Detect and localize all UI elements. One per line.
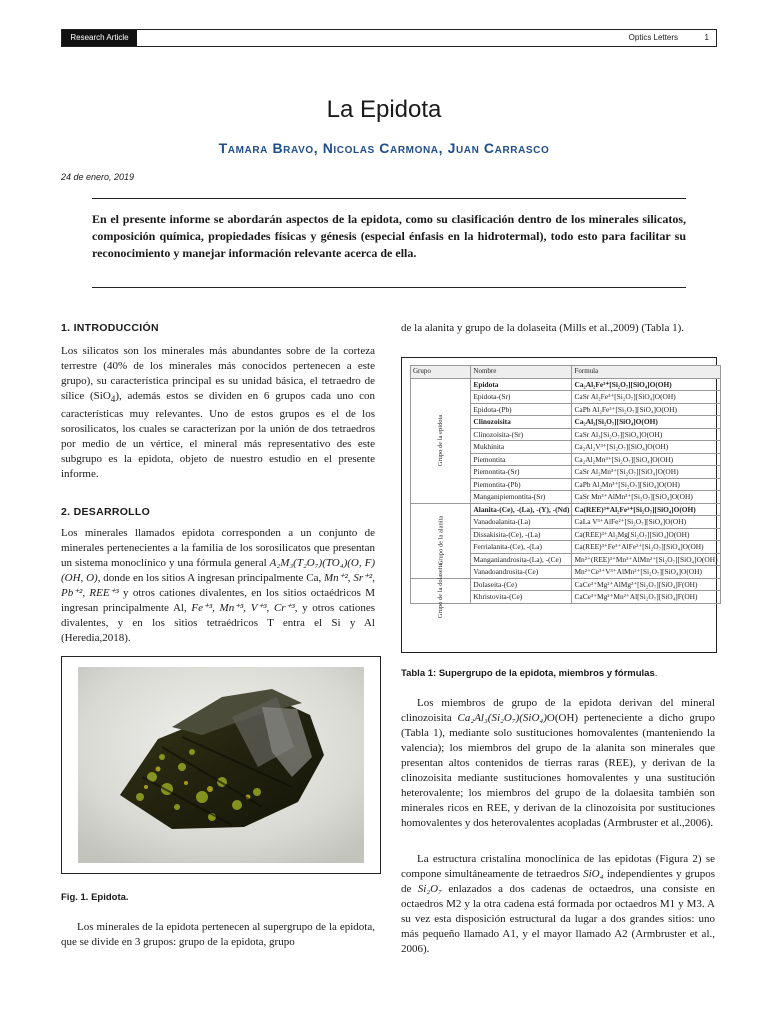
table-cell-nombre: Manganipiemontita-(Sr) bbox=[471, 491, 572, 504]
table-cell-nombre: Manganiandrosita-(La), -(Ce) bbox=[471, 553, 572, 566]
section-heading-intro: 1. INTRODUCCIÓN bbox=[61, 322, 159, 334]
figure-caption-text: Epidota. bbox=[91, 892, 129, 903]
table-cell-formula: Mn²⁺(REE)³⁺Mn³⁺AlMn²⁺[Si₂O₇][SiO₄]O(OH) bbox=[572, 553, 720, 566]
minerals-table bbox=[410, 365, 721, 619]
intro-text-b: ), además estos se dividen en 6 grupos cada uno con características muy relevantes. Uno de estos grupos es el de los sorosilicatos, los cuales se caracterizan por la unión de dos tetraedros por medio de un vértice, el mineral más representativo des este subgrupo es la epidota, objeto de nuestro estudio en el presente informe. bbox=[61, 390, 375, 481]
table-caption-text: Tabla 1: Supergrupo de la epidota, miembros y fórmulas bbox=[401, 668, 655, 679]
table-1 bbox=[401, 357, 717, 653]
right-p2-text-a: La estructura cristalina monoclínica de las epidotas (Figura 2) se compone simultáneamente de tetraedros bbox=[401, 853, 715, 880]
clinozoisite-formula: Ca₂Al₃(Si₂O₇)(SiO₄) bbox=[457, 712, 547, 724]
table-cell-nombre: Piemontita-(Sr) bbox=[471, 466, 572, 479]
right-paragraph-2 bbox=[401, 852, 715, 957]
right-p1-text-b: O(OH) perteneciente a dicho grupo (Tabla 1), mediante solo sustituciones homovalentes (manteniendo la valencia); los miembros del grupo de la alanita son minerales que presentan altos contenidos de tierras raras (REE), y derivan de la clinozoisita mediante sustituciones homovalentes y una sustitución heterovalente; los miembros del grupo de la dolaesita también son minerales ricos en REE, y derivan de la clinozoisita por sustituciones homovalentes y dos heterovalentes acopladas (Armbruster et al.,2006). bbox=[401, 712, 715, 829]
table-cell-formula: CaLa V³⁺AlFe²⁺[Si₂O₇][SiO₄]O(OH) bbox=[572, 516, 720, 529]
table-cell-nombre: Clinozoisita bbox=[471, 416, 572, 429]
journal-name: Optics Letters bbox=[628, 33, 678, 42]
table-header-grupo: Grupo bbox=[411, 366, 471, 379]
dev-text-a: Los minerales llamados epidota corresponden a un conjunto de minerales pertenecientes a la familia de los sorosilicatos que presentan un sistema monoclínico y una fórmula general bbox=[61, 527, 375, 569]
table-cell-formula: CaSr Al₂Fe³⁺[Si₂O₇][SiO₄]O(OH) bbox=[572, 391, 720, 404]
figure-1 bbox=[61, 656, 381, 874]
table-group-label-text: Grupo de la alanita bbox=[437, 515, 445, 566]
left-bottom-paragraph bbox=[61, 920, 375, 950]
table-caption-end: . bbox=[654, 668, 658, 679]
table-cell-nombre: Clinozoisita-(Sr) bbox=[471, 428, 572, 441]
right-p2-text-c: enlazados a dos cadenas de octaedros, una consiste en octaedros M2 y la otra cadena está formada por octaedros M1 y M3. A su vez esta disposición estructural da lugar a dos grandes sitios: uno más pequeño llamado A1, y el mayor llamado A2 (Armbruster et al., 2006). bbox=[401, 883, 715, 955]
intro-text-sub: 4 bbox=[110, 394, 116, 405]
table-header-nombre: Nombre bbox=[471, 366, 572, 379]
dev-text-d: , y otros cationes divalentes, y en los sitios tetraédricos T entra el Si y Al (Heredia,2018). bbox=[61, 602, 375, 644]
table-row bbox=[411, 578, 721, 591]
table-cell-formula: Mn²⁺Ce³⁺V³⁺AlMn²⁺[Si₂O₇][SiO₄]O(OH) bbox=[572, 566, 720, 579]
left-bottom-text: Los minerales de la epidota pertenecen al supergrupo de la epidota, que se divide en 3 grupos: grupo de la epidota, grupo bbox=[61, 921, 375, 948]
right-top-paragraph: de la alanita y grupo de la dolaseita (Mills et al.,2009) (Tabla 1). bbox=[401, 322, 684, 334]
table-cell-formula: CaPb Al₂Mn³⁺[Si₂O₇][SiO₄]O(OH) bbox=[572, 478, 720, 491]
right-p1-text-a: Los miembros de grupo de la epidota derivan del mineral clinozoisita bbox=[401, 697, 715, 724]
epidote-photo bbox=[62, 657, 380, 873]
table-cell-nombre: Piemontita bbox=[471, 453, 572, 466]
sio4-formula: SiO₄ bbox=[583, 868, 604, 880]
right-paragraph-1 bbox=[401, 696, 715, 831]
table-cell-formula: CaCe³⁺Mg²⁺Mn²⁺Al[Si₂O₇][SiO₄]F(OH) bbox=[572, 591, 720, 604]
publication-date: 24 de enero, 2019 bbox=[61, 172, 135, 182]
table-cell-nombre: Vanadoandrosita-(Ce) bbox=[471, 566, 572, 579]
table-cell-nombre: Ferrialanita-(Ce), -(La) bbox=[471, 541, 572, 554]
table-cell-nombre: Epidota-(Pb) bbox=[471, 403, 572, 416]
table-row bbox=[411, 503, 721, 516]
table-cell-formula: CaSr Al₃[Si₂O₇][SiO₄]O(OH) bbox=[572, 428, 720, 441]
table-row bbox=[411, 378, 721, 391]
table-cell-nombre: Mukhinita bbox=[471, 441, 572, 454]
table-cell-formula: Ca₂Al₂V³⁺[Si₂O₇][SiO₄]O(OH) bbox=[572, 441, 720, 454]
intro-paragraph bbox=[61, 344, 375, 482]
page-number: 1 bbox=[704, 33, 709, 42]
table-cell-formula: Ca(REE)³⁺Fe³⁺AlFe²⁺[Si₂O₇][SiO₄]O(OH) bbox=[572, 541, 720, 554]
table-cell-formula: CaSr Al₂Mn³⁺[Si₂O₇][SiO₄]O(OH) bbox=[572, 466, 720, 479]
figure-label: Fig. 1. bbox=[61, 892, 89, 903]
table-cell-nombre: Epidota bbox=[471, 378, 572, 391]
abstract-bottom-rule bbox=[92, 287, 686, 288]
table-cell-formula: Ca(REE)³⁺Al₂Mg[Si₂O₇][SiO₄]O(OH) bbox=[572, 528, 720, 541]
table-cell-nombre: Dolaseita-(Ce) bbox=[471, 578, 572, 591]
paper-title: La Epidota bbox=[326, 96, 442, 123]
table-cell-nombre: Khristovita-(Ce) bbox=[471, 591, 572, 604]
table-header-row bbox=[411, 366, 721, 379]
journal-header bbox=[61, 29, 717, 47]
table-group-label bbox=[411, 562, 471, 619]
a-site-ions: Mn⁺², Sr⁺², Pb⁺², REE⁺³ bbox=[61, 572, 375, 599]
authors: Tamara Bravo, Nicolas Carmona, Juan Carrasco bbox=[218, 140, 550, 156]
intro-text-a: Los silicatos son los minerales más abundantes sobre de la corteza terrestre (40% de los minerales más conocidos pertenecen a este grupo), su característica principal es su unidad básica, el tetraedro de sílice (SiO bbox=[61, 345, 375, 402]
table-cell-formula: CaPb Al₂Fe³⁺[Si₂O₇][SiO₄]O(OH) bbox=[572, 403, 720, 416]
table-group-label-text: Grupo de la epidota bbox=[437, 414, 445, 467]
section-heading-desarrollo: 2. DESARROLLO bbox=[61, 506, 151, 518]
right-p2-text-b: independientes y grupos de bbox=[401, 868, 715, 895]
abstract: En el presente informe se abordarán aspectos de la epidota, como su clasificación dentro de los minerales silicatos, composición química, propiedades físicas y génesis (especial énfasis en la hidrotermal), todo esto para facilitar su reconocimiento y manejar información relevante acerca de ella. bbox=[92, 212, 686, 260]
table-cell-nombre: Dissakisita-(Ce), -(La) bbox=[471, 528, 572, 541]
table-cell-formula: CaCe³⁺Mg²⁺AlMg²⁺[Si₂O₇][SiO₄]F(OH) bbox=[572, 578, 720, 591]
table-cell-formula: Ca₂Al₂Mn³⁺[Si₂O₇][SiO₄]O(OH) bbox=[572, 453, 720, 466]
table-group-label bbox=[411, 378, 471, 503]
desarrollo-paragraph bbox=[61, 526, 375, 646]
table-cell-formula: Ca(REE)³⁺Al₂Fe²⁺[Si₂O₇][SiO₄]O(OH) bbox=[572, 503, 720, 516]
table-cell-formula: Ca₂Al₃[Si₂O₇][SiO₄]O(OH) bbox=[572, 416, 720, 429]
m-site-ions: Fe⁺³, Mn⁺³, V⁺³, Cr⁺³ bbox=[191, 602, 295, 614]
si2o7-formula: Si₂O₇ bbox=[417, 883, 442, 895]
table-cell-nombre: Alanita-(Ce), -(La), -(Y), -(Nd) bbox=[471, 503, 572, 516]
abstract-top-rule bbox=[92, 198, 686, 199]
table-cell-nombre: Vanadoalanita-(La) bbox=[471, 516, 572, 529]
table-caption bbox=[401, 668, 715, 679]
dev-text-c: y otros cationes divalentes, en los sitios octaédricos M ingresan principalmente Al, bbox=[61, 587, 375, 614]
table-group-label-text: Grupo de la dolaseita bbox=[437, 562, 445, 619]
table-cell-formula: CaSr Mn³⁺AlMn³⁺[Si₂O₇][SiO₄]O(OH) bbox=[572, 491, 720, 504]
dev-text-b: , donde en los sitios A ingresan principalmente Ca, bbox=[97, 572, 325, 584]
table-header-formula: Formula bbox=[572, 366, 720, 379]
article-type-tag: Research Article bbox=[62, 30, 137, 46]
figure-caption bbox=[61, 892, 129, 903]
table-cell-formula: Ca₂Al₂Fe³⁺[Si₂O₇][SiO₄]O(OH) bbox=[572, 378, 720, 391]
table-cell-nombre: Piemontita-(Pb) bbox=[471, 478, 572, 491]
table-cell-nombre: Epidota-(Sr) bbox=[471, 391, 572, 404]
general-formula: A₂M₃(T₂O₇)(TO₄)(O, F)(OH, O) bbox=[61, 557, 375, 584]
